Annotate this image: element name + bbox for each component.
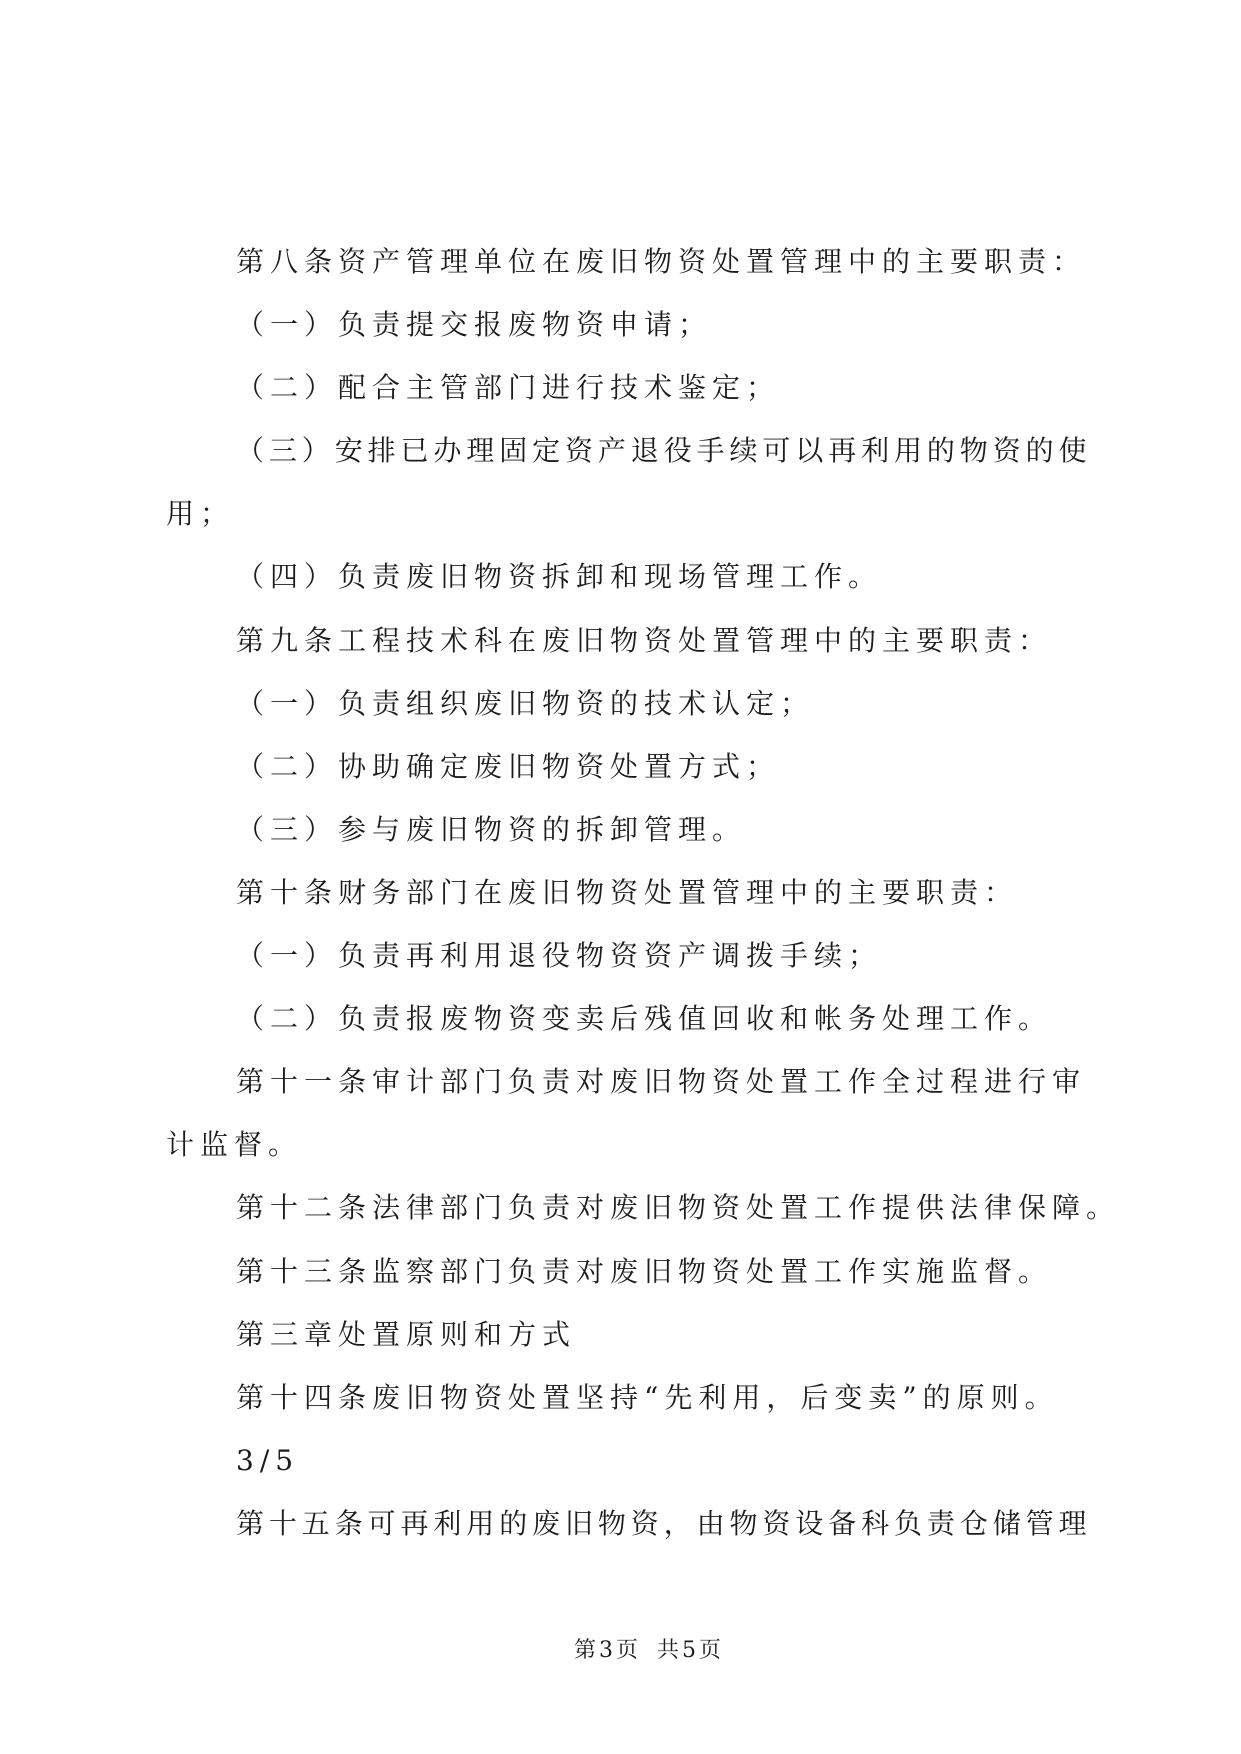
page-footer: 第3页 共5页 xyxy=(574,1638,724,1663)
article-8-heading: 第八条资产管理单位在废旧物资处置管理中的主要职责： xyxy=(236,245,1087,278)
list-item: （一）负责提交报废物资申请； xyxy=(236,308,713,342)
document-body xyxy=(166,230,1166,1555)
list-item: （三）安排已办理固定资产退役手续可以再利用的物资的使 xyxy=(236,434,1092,468)
article-9-heading: 第九条工程技术科在废旧物资处置管理中的主要职责： xyxy=(236,623,1053,657)
article-11-text: 第十一条审计部门负责对废旧物资处置工作全过程进行审 xyxy=(236,1065,1087,1099)
list-item: （一）负责组织废旧物资的技术认定； xyxy=(236,686,815,720)
list-item-continuation: 用； xyxy=(166,497,235,531)
list-item: （二）协助确定废旧物资处置方式； xyxy=(236,749,781,783)
list-item: （四）负责废旧物资拆卸和现场管理工作。 xyxy=(236,560,883,594)
list-item: （三）参与废旧物资的拆卸管理。 xyxy=(236,812,747,846)
article-13-text: 第十三条监察部门负责对废旧物资处置工作实施监督。 xyxy=(236,1254,1053,1288)
list-item: （二）配合主管部门进行技术鉴定； xyxy=(236,371,781,405)
list-item: （一）负责再利用退役物资资产调拨手续； xyxy=(236,939,883,973)
page-marker: 3/5 xyxy=(236,1443,300,1477)
chapter-heading: 第三章处置原则和方式 xyxy=(236,1317,577,1351)
article-12-text: 第十二条法律部门负责对废旧物资处置工作提供法律保障。 xyxy=(236,1191,1121,1225)
article-15-text: 第十五条可再利用的废旧物资，由物资设备科负责仓储管理 xyxy=(236,1506,1092,1540)
list-item: （二）负责报废物资变卖后残值回收和帐务处理工作。 xyxy=(236,1002,1053,1036)
article-11-continuation: 计监督。 xyxy=(166,1128,303,1162)
article-10-heading: 第十条财务部门在废旧物资处置管理中的主要职责： xyxy=(236,875,1019,909)
article-14-text: 第十四条废旧物资处置坚持“先利用，后变卖”的原则。 xyxy=(236,1380,1059,1414)
